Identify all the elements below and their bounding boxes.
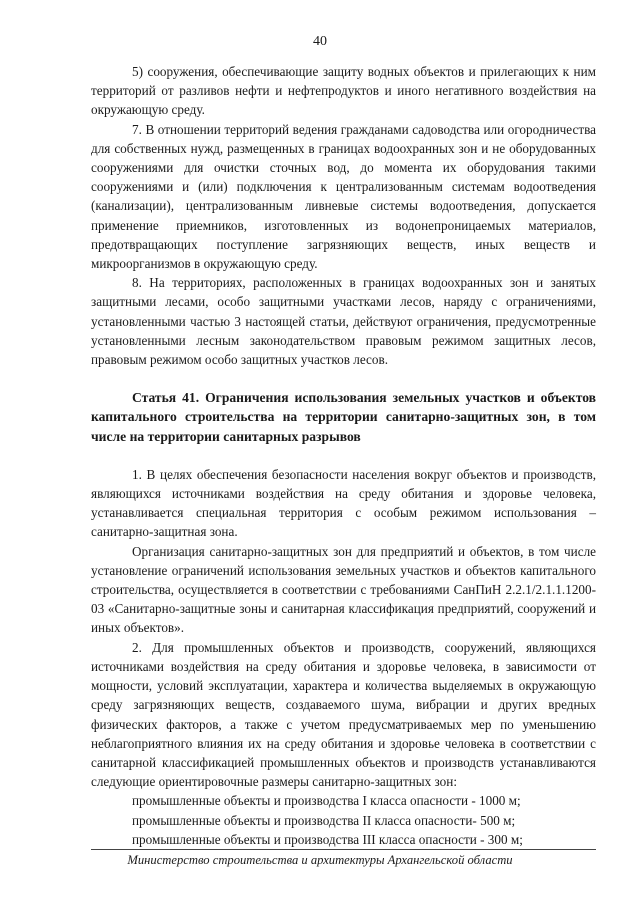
list-item-class-2: промышленные объекты и производства II класса опасности- 500 м;: [132, 812, 516, 828]
footer-ministry-name: Министерство строительства и архитектуры Архангельской области: [127, 853, 513, 867]
paragraph-item-8: 8. На территориях, расположенных в границах водоохранных зон и занятых защитными лесами, особо защитными участками лесов, наряду с ограничениями, установленными частью 3 настоящей статьи, действуют ограничения, предусмотренные установленными лесным законодательством правовым режимом защитных лесов, правовым режимом особо защитных участков лесов.: [91, 275, 596, 368]
document-body: [91, 62, 596, 849]
list-item-class-3: промышленные объекты и производства III класса опасности - 300 м;: [132, 831, 523, 847]
spacer: [91, 369, 596, 388]
paragraph-sanpin-reference: Организация санитарно-защитных зон для предприятий и объектов, в том числе установление ограничений использования земельных участков и объектов капитального строительства, осуществляется в соответствии с требованиями СанПиН 2.2.1/2.1.1.1200-03 «Санитарно-защитные зоны и санитарная классификация предприятий, сооружений и иных объектов».: [91, 543, 596, 636]
spacer: [91, 446, 596, 465]
page-number: 40: [313, 34, 327, 49]
paragraph-article-41-2: 2. Для промышленных объектов и производств, сооружений, являющихся источниками воздействия на среду обитания и здоровье человека, в зависимости от мощности, условий эксплуатации, характера и количества выделяемых в окружающую среду загрязняющих веществ, создаваемого шума, вибрации и других вредных физических факторов, а также с учетом предусматриваемых мер по уменьшению неблагоприятного влияния их на среду обитания и здоровье человека в соответствии с санитарной классификацией промышленных объектов и производств устанавливаются следующие ориентировочные размеры санитарно-защитных зон:: [91, 639, 596, 790]
paragraph-item-5: 5) сооружения, обеспечивающие защиту водных объектов и прилегающих к ним территорий от разливов нефти и нефтепродуктов и иного негативного воздействия на окружающую среду.: [91, 64, 596, 118]
paragraph-article-41-1: 1. В целях обеспечения безопасности населения вокруг объектов и производств, являющихся источниками воздействия на среду обитания и здоровье человека, устанавливается специальная территория с особым режимом использования – санитарно-защитная зона.: [91, 466, 596, 540]
paragraph-item-7: 7. В отношении территорий ведения гражданами садоводства или огородничества для собственных нужд, размещенных в границах водоохранных зон и не оборудованных сооружениями для очистки сточных вод, до момента их оборудования такими сооружениями и (или) подключения к централизованным системам водоотведения (канализации), централизованным ливневые системы водоотведения, допускается применение приемников, изготовленных из водонепроницаемых материалов, предотвращающих поступление загрязняющих веществ, иных веществ и микроорганизмов в окружающую среду.: [91, 121, 596, 272]
footer-divider: [91, 849, 596, 850]
article-41-heading: Статья 41. Ограничения использования земельных участков и объектов капитального строительства на территории санитарно-защитных зон, в том числе на территории санитарных разрывов: [91, 390, 596, 444]
list-item-class-1: промышленные объекты и производства I класса опасности - 1000 м;: [132, 793, 521, 809]
